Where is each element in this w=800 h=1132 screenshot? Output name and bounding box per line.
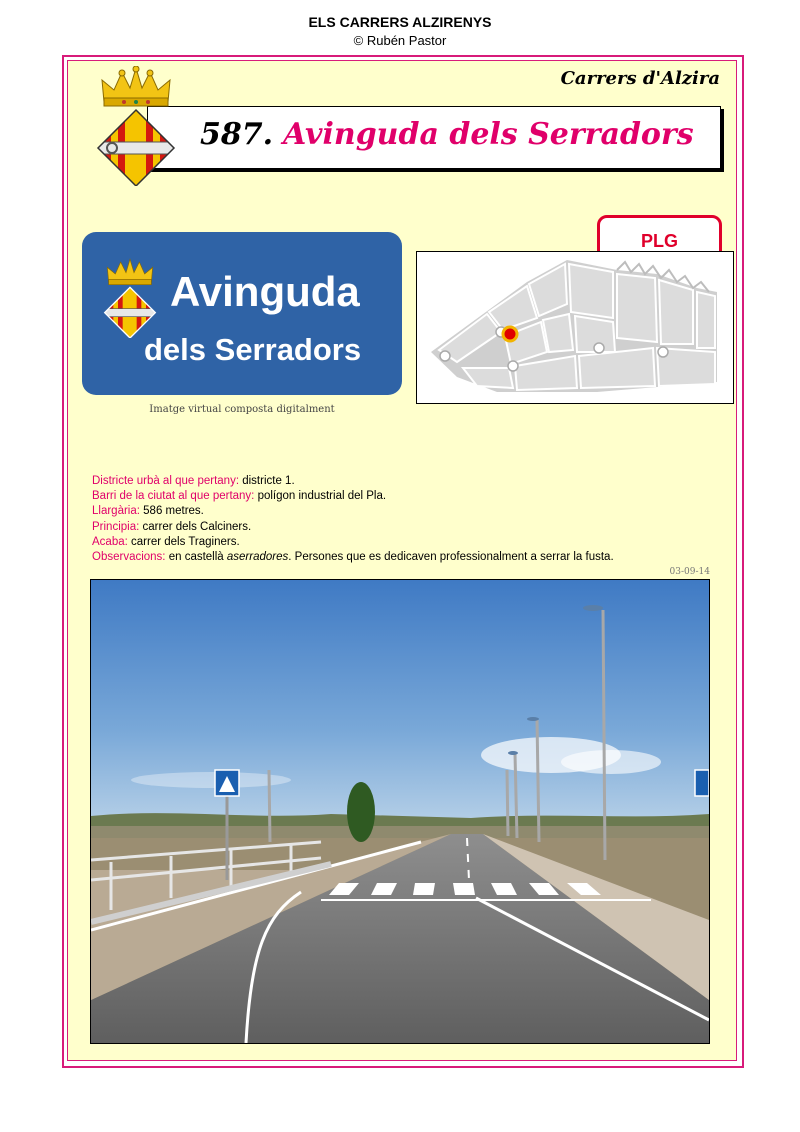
info-row-length: Llargària: 586 metres. (92, 505, 204, 518)
street-photo-drawing (91, 580, 709, 1043)
info-row-end: Acaba: carrer dels Traginers. (92, 535, 240, 548)
info-row-neighbourhood: Barri de la ciutat al que pertany: polígon industrial del Pla. (92, 490, 387, 503)
sign-line-2: dels Serradors (144, 332, 362, 367)
street-info (92, 474, 614, 565)
location-marker-icon (503, 327, 517, 341)
sign-caption: Imatge virtual composta digitalment (149, 404, 335, 415)
location-map-drawing (417, 252, 733, 403)
info-row-start: Principia: carrer dels Calciners. (92, 520, 252, 533)
series-label: Carrers d'Alzira (560, 68, 720, 89)
sign-coat-of-arms-icon (102, 258, 158, 338)
street-title-box (147, 106, 721, 169)
location-map (416, 251, 734, 404)
crosswalk-sign-right-icon (695, 770, 709, 796)
street-sign (82, 232, 402, 395)
info-row-observations: Observacions: en castellà aserradores. Persones que es dedicaven professionalment a serrar la fusta. (92, 551, 614, 564)
street-name: Avinguda dels Serradors (283, 117, 694, 152)
document-author: © Rubén Pastor (353, 33, 447, 48)
info-row-district: Districte urbà al que pertany: districte 1. (92, 475, 295, 487)
street-number: 587. (200, 117, 274, 152)
sign-line-1: Avinguda (170, 268, 360, 315)
street-photo (90, 579, 710, 1044)
district-badge: PLG (597, 215, 722, 267)
document-date: 03-09-14 (669, 567, 710, 577)
document-title: ELS CARRERS ALZIRENYS (308, 14, 492, 30)
alzira-coat-of-arms-icon (94, 66, 178, 186)
